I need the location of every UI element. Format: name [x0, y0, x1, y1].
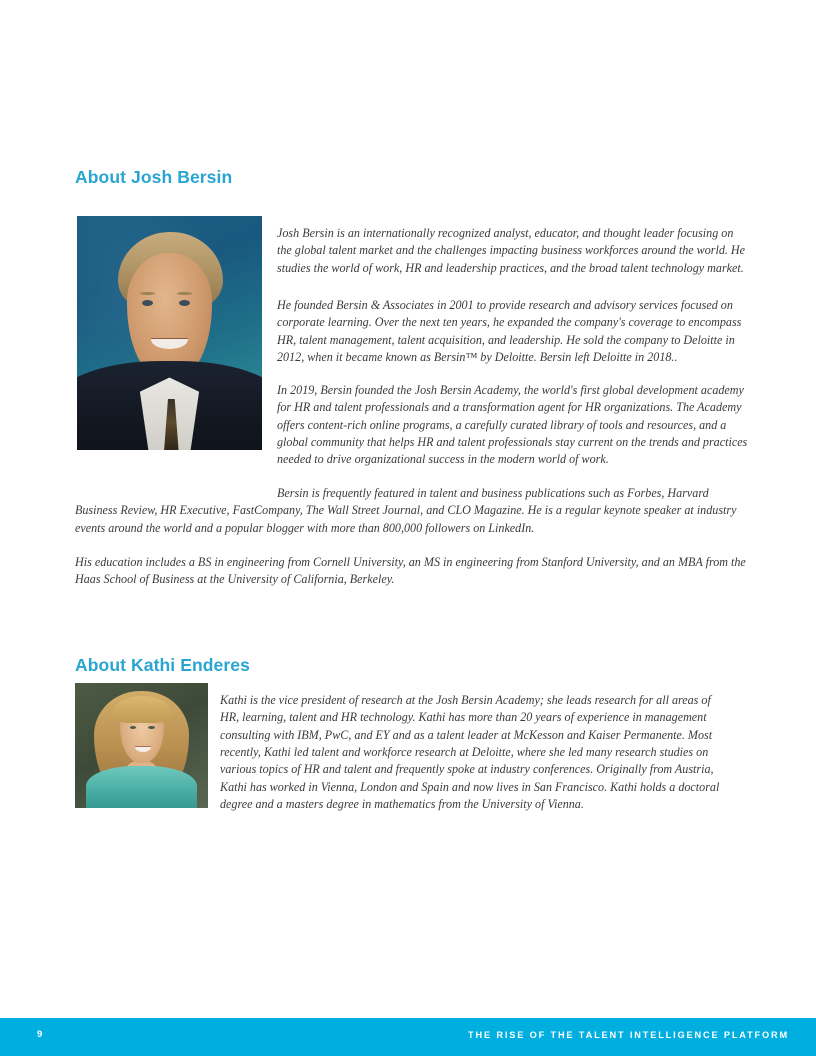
josh-paragraph-1: Josh Bersin is an internationally recognized analyst, educator, and thought leader focusing on the global talent market and the challenges impacting business workforces around the world. He studies the world of work, HR and leadership practices, and the broad talent technology market.: [277, 226, 746, 275]
section-heading-kathi-enderes: About Kathi Enderes: [75, 654, 250, 675]
footer-document-title: THE RISE OF THE TALENT INTELLIGENCE PLATFORM: [468, 1030, 789, 1040]
portrait-eye-right: [148, 726, 155, 729]
portrait-brow-right: [177, 292, 192, 295]
josh-paragraph-3: In 2019, Bersin founded the Josh Bersin Academy, the world's first global development academy for HR and talent professionals and a transformation agent for HR organizations. The Academy offers content-rich online programs, a carefully curated library of tools and resources, and a global community that helps HR and talent professionals stay current on the trends and practices needed to drive organizational success in the modern world of work.: [277, 383, 748, 467]
footer-page-number: 9: [37, 1029, 43, 1040]
portrait-eye-left: [130, 726, 137, 729]
portrait-brow-left: [140, 292, 155, 295]
kathi-paragraph-1: Kathi is the vice president of research at the Josh Bersin Academy; she leads research for all areas of HR, learning, talent and HR technology. Kathi has more than 20 years of experience in management consulting with IBM, PwC, and EY and as a talent leader at McKesson and Kaiser Permanente. Most recently, Kathi led talent and workforce research at Deloitte, where she led many research studies on various topics of HR and talent and frequently spoke at industry conferences. Originally from Austria, Kathi has worked in Vienna, London and Spain and now lives in San Francisco. Kathi holds a doctoral degree and a masters degree in mathematics from the University of Vienna.: [220, 693, 720, 811]
josh-bersin-portrait: [77, 216, 262, 450]
josh-paragraph-4: Bersin is frequently featured in talent and business publications such as Forbes, Harvard Business Review, HR Executive, FastCompany, The Wall Street Journal, and CLO Magazine. He is a regular keynote speaker at industry events around the world and a popular blogger with more than 800,000 followers on LinkedIn.: [75, 486, 737, 535]
josh-paragraph-5: His education includes a BS in engineering from Cornell University, an MS in engineering from Stanford University, and an MBA from the Haas School of Business at the University of California, Berkeley.: [75, 555, 746, 587]
kathi-enderes-portrait: [75, 683, 208, 808]
page-footer: [0, 1018, 816, 1056]
portrait-smile: [135, 746, 151, 752]
portrait-blouse: [86, 766, 198, 809]
josh-paragraph-2: He founded Bersin & Associates in 2001 to provide research and advisory services focused on corporate learning. Over the next ten years, he expanded the company's coverage to encompass HR, talent management, talent acquisition, and leadership. He sold the company to Deloitte in 2012, when it became known as Bersin™ by Deloitte. Bersin left Deloitte in 2018..: [277, 298, 742, 364]
section-heading-josh-bersin: About Josh Bersin: [75, 166, 233, 187]
